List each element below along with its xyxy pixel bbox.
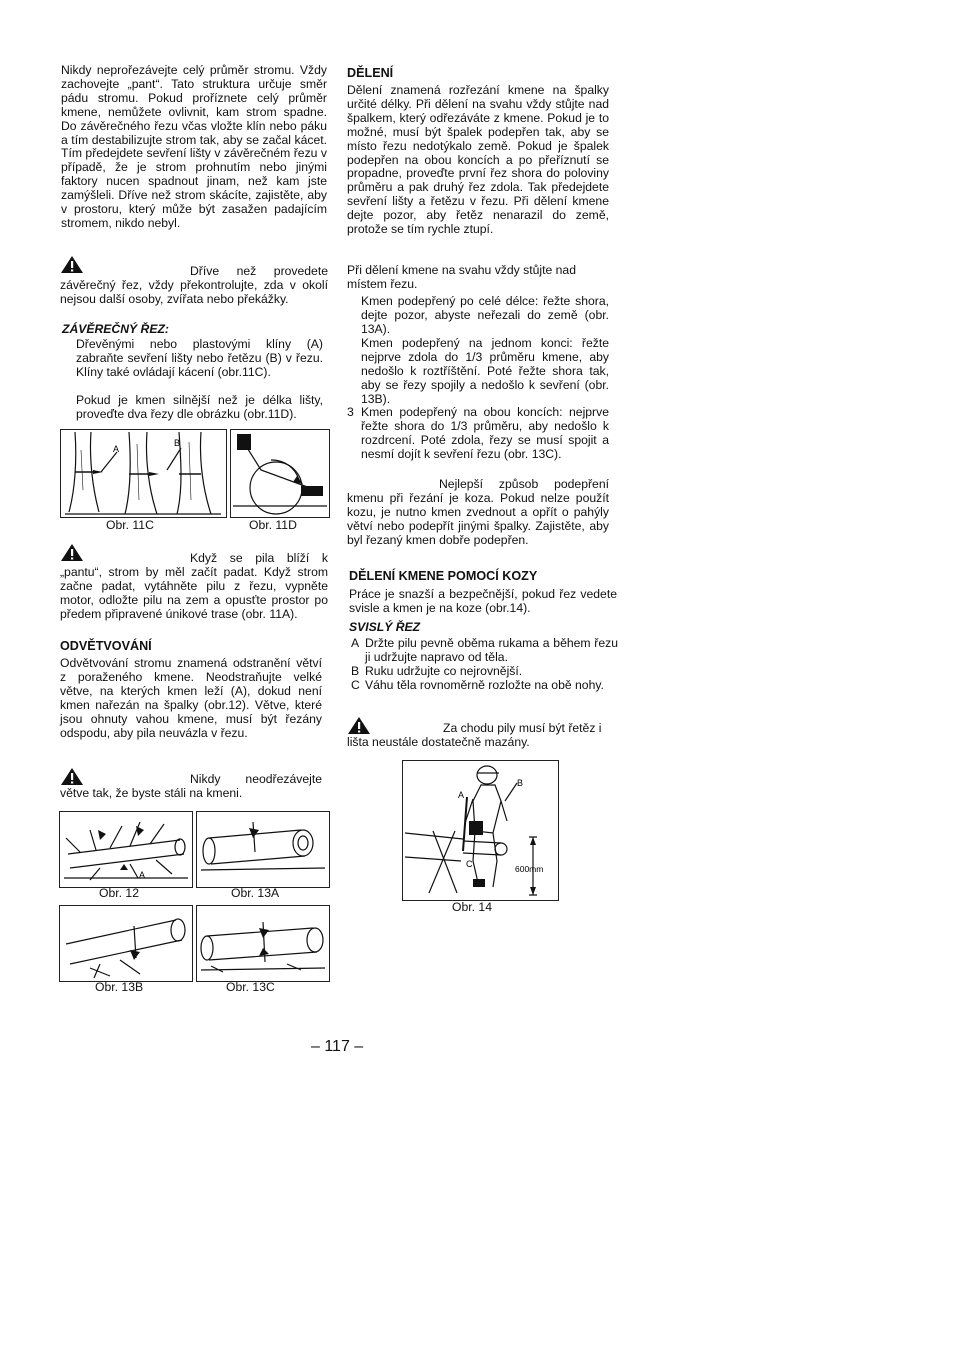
final-cut-heading: ZÁVĚREČNÝ ŘEZ: [62, 322, 169, 336]
sawhorse-paragraph: Práce je snazší a bezpečnější, pokud řez vedete svisle a kmen je na koze (obr.14). [349, 587, 617, 615]
fig12-caption: Obr. 12 [99, 886, 139, 900]
vertical-item-b: B Ruku udržujte co nejrovnější. [351, 663, 523, 678]
warning-icon [60, 767, 84, 786]
fig14-label-c: C [466, 859, 473, 869]
fig11c-label-b: B [174, 438, 181, 448]
two-cut-illustration [231, 430, 329, 517]
bucking-item-1: Kmen podepřený po celé délce: řežte shora, dejte pozor, abyste neřezali do země (obr. 13A). [361, 294, 609, 336]
figure-11c [60, 429, 227, 518]
delimbing-illustration [60, 812, 192, 887]
warning-text-4: Za chodu pily musí být řetěz i lišta neustále dostatečně mazány. [347, 721, 602, 749]
warning-icon [60, 255, 84, 274]
fig13b-caption: Obr. 13B [95, 980, 144, 994]
bucking-paragraph-1: Dělení znamená rozřezání kmene na špalky určité délky. Při dělení na svahu vždy stůjte nad špalkem, který odřezáváte z kmene. Pokud je to možné, musí být špalek podepřen tak, aby se místo řezu nedotýkalo země. Pokud je špalek podepřen na obou koncích a po přeříznutí se propadne, proveďte první řez shora do poloviny průměru a pak druhý řez zdola. Tak předejdete sevření lišty a řetězu v řezu. Při dělení kmene dejte pozor, aby řetěz nenarazil do země, protože se tím rychle ztupí. [347, 83, 609, 237]
delimbing-paragraph: Odvětvování stromu znamená odstranění větví z poraženého kmene. Neodstraňujte velké větve, na kterých kmen leží (A), dokud není kmen nařezán na špalky (obr.12). Větve, které jsou ohnuty vahou kmene, musí být řezány odspodu, aby pila neuvázla v řezu. [60, 656, 322, 740]
bucking-item-2: Kmen podepřený na jednom konci: řežte nejprve zdola do 1/3 průměru kmene, aby nedošlo k roztříštění. Poté řežte shora tak, aby se řezy spojily a nedošlo k sevření (obr. 13B). [361, 336, 609, 406]
warning-text-3: Nikdy neodřezávejte větve tak, že byste stáli na kmeni. [60, 772, 322, 800]
delimbing-heading: ODVĚTVOVÁNÍ [60, 639, 152, 653]
warning-icon [60, 543, 84, 562]
log-supported-one-end-illustration [60, 906, 192, 981]
fig14-label-a: A [458, 790, 465, 800]
warning-block-4 [347, 716, 618, 750]
fig13c-caption: Obr. 13C [226, 980, 275, 994]
warning-icon [347, 716, 371, 735]
sawhorse-heading: DĚLENÍ KMENE POMOCÍ KOZY [349, 569, 538, 583]
warning-text-2: Když se pila blíží k „pantu“, strom by měl začít padat. Když strom začne padat, vytáhněte pilu z řezu, vypněte motor, odložte pilu na zem a opusťte prostor po předem připravené únikové trase (obr. 11A). [60, 551, 328, 621]
final-cut-paragraph-1: Dřevěnými nebo plastovými klíny (A) zabraňte sevření lišty nebo řetězu (B) v řezu. Klíny také ovládají kácení (obr.11C). [76, 337, 323, 379]
log-supported-full-length-illustration [197, 812, 329, 887]
final-cut-paragraph-2: Pokud je kmen silnější než je délka lišty, proveďte dva řezy dle obrázku (obr.11D). [76, 393, 323, 421]
fig11c-caption: Obr. 11C [106, 518, 154, 532]
bucking-heading: DĚLENÍ [347, 66, 394, 80]
vertical-item-a: A Držte pilu pevně oběma rukama a během řezu ji udržujte napravo od těla. [351, 636, 618, 664]
intro-paragraph: Nikdy neprořezávejte celý průměr stromu. Vždy zachovejte „pant“. Tato struktura určuje směr pádu stromu. Pokud proříznete celý průměr kmene, nemůžete ovlivnit, kam strom spadne. Do závěrečného řezu včas vložte klín nebo páku a tím destabilizujte strom tak, aby se začal kácet. Tím předejdete sevření lišty v závěrečném řezu v případě, že je strom prohnutím nebo jinými faktory nucen spadnout jinam, než kam jste zamýšleli. Dříve než strom skácíte, zajistěte, aby v prostoru, který může být zasažen padajícím stromem, nikdo nebyl. [61, 63, 327, 230]
bucking-item-3: Kmen podepřený na obou koncích: nejprve řežte shora do 1/3 průměru, aby nedošlo k rozdrcení. Poté zdola, řezy se musí spojit a nesmí dojít k sevření řezu (obr. 13C). [361, 405, 609, 461]
fig14-caption: Obr. 14 [452, 900, 492, 914]
fig14-measure: 600mm [515, 864, 544, 874]
log-supported-both-ends-illustration [197, 906, 329, 981]
warning-block-3 [60, 767, 322, 801]
bucking-item-3-number: 3 [347, 405, 354, 419]
support-note: Nejlepší způsob podepření kmenu při řezání je koza. Pokud nelze použít kozu, je nutno kmen zvednout a opřít o pahýly větví nebo podepřít jinými špalky. Zajistěte, aby byl řezaný kmen dobře podepřen. [347, 477, 609, 547]
warning-text-1: Dříve než provedete závěrečný řez, vždy překontrolujte, zda v okolí nejsou další osoby, zvířata nebo překážky. [60, 264, 328, 306]
vertical-item-c: C Váhu těla rovnoměrně rozložte na obě nohy. [351, 677, 604, 692]
warning-block-2 [60, 543, 328, 622]
vertical-cut-heading: SVISLÝ ŘEZ [349, 620, 421, 634]
warning-block-1 [60, 255, 328, 307]
fig11c-label-a: A [113, 444, 120, 454]
figure-13b [59, 905, 193, 982]
sawhorse-vertical-cut-illustration [403, 761, 558, 900]
figure-11d [230, 429, 330, 518]
fig12-label-a: A [139, 870, 146, 880]
fig13a-caption: Obr. 13A [231, 886, 280, 900]
vertical-cut-list [351, 637, 618, 693]
trees-wedges-illustration [61, 430, 226, 517]
bucking-paragraph-2: Při dělení kmene na svahu vždy stůjte nad místem řezu. [347, 263, 576, 291]
fig11d-caption: Obr. 11D [249, 518, 297, 532]
page-number: – 117 – [311, 1038, 364, 1055]
figure-12 [59, 811, 193, 888]
figure-14 [402, 760, 559, 901]
figure-13a [196, 811, 330, 888]
figure-13c [196, 905, 330, 982]
fig14-label-b: B [517, 778, 524, 788]
